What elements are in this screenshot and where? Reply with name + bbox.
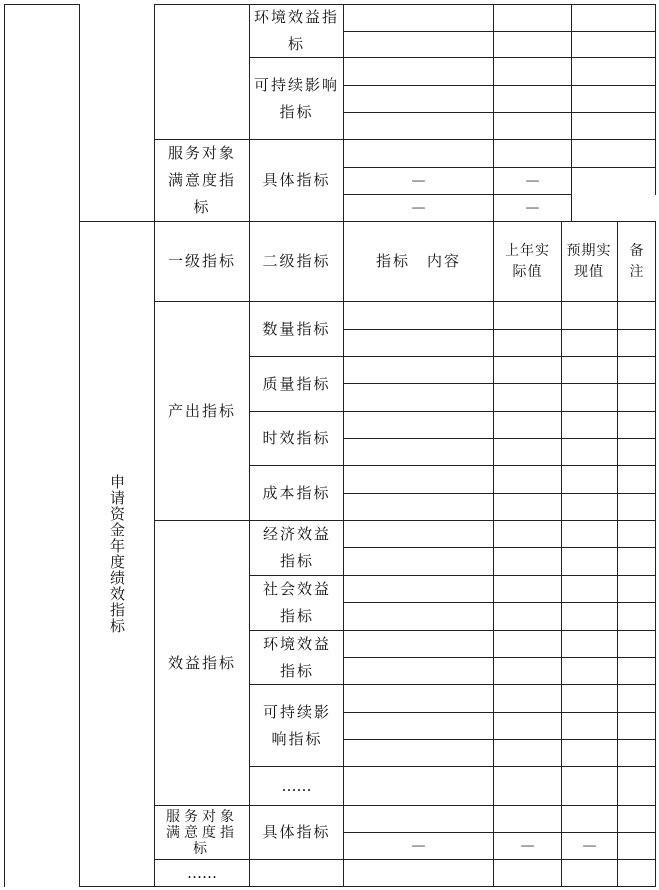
output-indicators-label: 产出指标 — [167, 401, 236, 420]
header-expected: 预期实现值 — [566, 243, 612, 280]
cost-indicator: 成本指标 — [262, 483, 331, 502]
specific-indicator-label: 具体指标 — [262, 171, 331, 189]
benefit-indicators-label: 效益指标 — [167, 653, 236, 672]
social-benefit-indicator: 社会效益指标 — [262, 580, 331, 625]
dash-value: — — [411, 173, 426, 189]
quality-indicator: 质量指标 — [262, 374, 331, 393]
dash-value: — — [525, 173, 540, 189]
benefit-ellipsis: …… — [281, 776, 312, 795]
dash-value: — — [525, 200, 540, 216]
header-level1: 一级指标 — [167, 252, 236, 270]
economic-benefit-indicator: 经济效益指标 — [262, 525, 331, 570]
service-satisfaction-label: 服务对象满意度指标 — [166, 808, 238, 857]
header-level2: 二级指标 — [262, 252, 331, 270]
timeliness-indicator: 时效指标 — [262, 429, 331, 447]
env-benefit-label: 环境效益指标 — [253, 8, 339, 53]
specific-indicator-label: 具体指标 — [262, 823, 331, 841]
header-last-year: 上年实际值 — [505, 243, 550, 280]
dash-value: — — [520, 838, 535, 854]
annual-performance-indicators-label: 申请资金年度绩效指标 — [108, 474, 126, 634]
sustainable-impact-label: 可持续影响指标 — [253, 75, 339, 121]
sustainable-impact-indicator: 可持续影响指标 — [262, 702, 331, 748]
dash-value: — — [582, 838, 597, 854]
header-remark: 备注 — [629, 243, 645, 280]
dash-value: — — [411, 200, 426, 216]
service-satisfaction-label: 服务对象满意度指标 — [167, 144, 236, 216]
quantity-indicator: 数量指标 — [262, 319, 331, 338]
environmental-benefit-indicator: 环境效益指标 — [262, 634, 331, 680]
dash-value: — — [411, 838, 426, 854]
header-content: 指标 内容 — [375, 252, 461, 270]
bottom-ellipsis: …… — [187, 863, 217, 882]
